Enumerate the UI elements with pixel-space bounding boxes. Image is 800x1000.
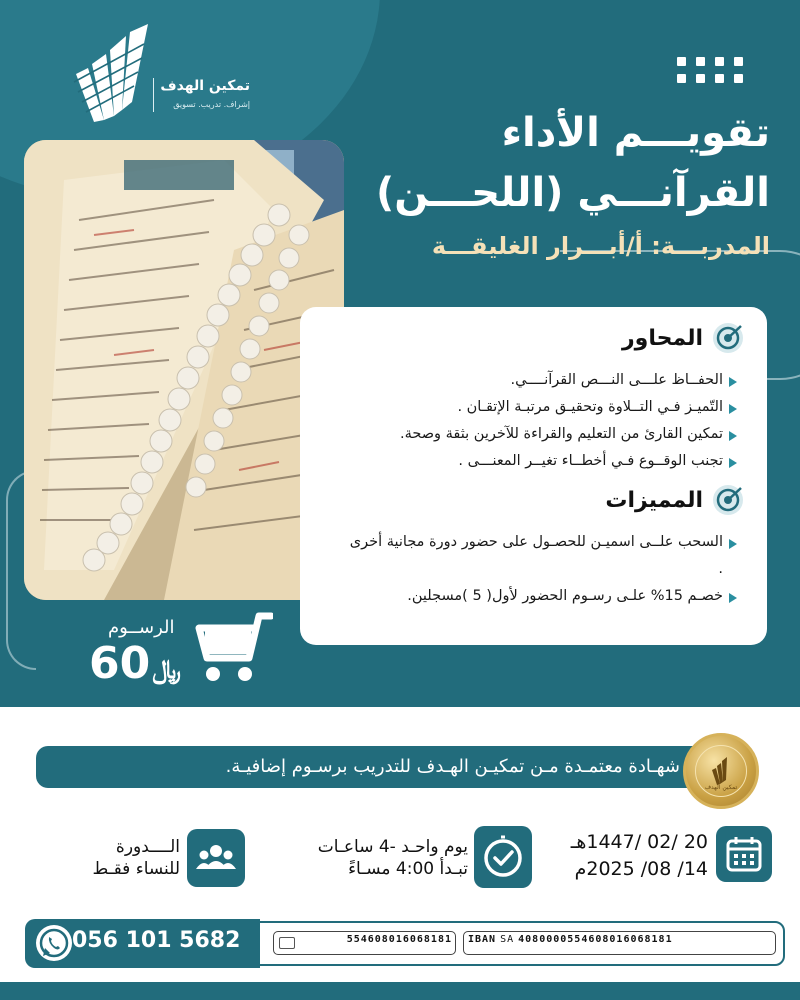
brand-tagline: إشراف. تدريب. تسويق xyxy=(173,100,250,109)
whatsapp-icon[interactable] xyxy=(36,925,72,961)
brand-name: تمكين الهدف xyxy=(160,78,250,94)
iban-number: 4080000554608016068181 xyxy=(518,934,673,945)
certificate-seal-icon xyxy=(683,733,759,809)
date-info xyxy=(520,829,708,883)
decor-dots xyxy=(677,57,743,83)
list-item: خصـم 15% علـى رسـوم الحضور لأول( 5 )مسجلين. xyxy=(343,583,737,610)
date-hijri: 20 /02 /1447هـ xyxy=(570,831,708,853)
date-gregorian: 14/ 08/ 2025م xyxy=(574,858,708,880)
seal-label: تمكين الهدف xyxy=(704,784,738,791)
footer-strip xyxy=(0,982,800,1000)
clock-check-icon xyxy=(482,834,524,878)
axes-header xyxy=(622,321,745,355)
audience-line2: للنساء فقـط xyxy=(92,859,180,879)
page-title-line1: تقويـــم الأداء xyxy=(501,110,770,156)
logo-mark-icon xyxy=(70,24,154,124)
features-title: المميزات xyxy=(605,487,703,513)
audience-line1: الــــدورة xyxy=(115,837,180,857)
time-info xyxy=(260,836,468,880)
target-icon xyxy=(711,321,745,355)
list-item: الحفــاظ علـــى النـــص القرآنــــي. xyxy=(400,367,737,394)
target-icon xyxy=(711,483,745,517)
group-icon-box xyxy=(187,829,245,887)
list-item: التّميـز فـي التــلاوة وتحقيـق مرتبـة الإتقـان . xyxy=(400,394,737,421)
trainer-name: المدربـــة: أ/أبـــرار الغليقـــة xyxy=(431,232,770,260)
brand-logo xyxy=(70,24,250,128)
quran-photo xyxy=(24,140,344,600)
calendar-icon-box xyxy=(716,826,772,882)
axes-list xyxy=(400,367,737,475)
bank-icon xyxy=(279,937,295,949)
page-title-line2: القرآنـــي (اللحـــن) xyxy=(375,170,770,216)
list-item: تجنب الوقــوع فـي أخطــاء تغيــر المعنـــى . xyxy=(400,448,737,475)
axes-title: المحاور xyxy=(621,325,703,351)
features-header xyxy=(605,483,745,517)
group-icon xyxy=(195,837,237,879)
certificate-text: شهـادة معتمـدة مـن تمكيـن الهـدف للتدريب برسـوم إضافيـة. xyxy=(225,756,680,777)
logo-divider xyxy=(153,78,154,112)
iban-country: SA xyxy=(500,934,515,945)
start-time-text: تبـدأ 4:00 مسـاءً xyxy=(348,859,468,879)
clock-icon-box xyxy=(474,826,532,888)
content-card xyxy=(300,307,767,645)
iban-label: IBAN xyxy=(468,934,497,945)
list-item: تمكين القارئ من التعليم والقراءة للآخرين بثقة وصحة. xyxy=(400,421,737,448)
phone-number[interactable]: 056 101 5682 xyxy=(72,928,241,953)
iban-field xyxy=(468,934,771,945)
calendar-icon xyxy=(724,834,764,874)
cart-icon xyxy=(193,610,273,686)
list-item: السحب علــى اسميـن للحصـول على حضور دورة مجانية أخرى . xyxy=(343,529,737,583)
fees-label: الرســوم xyxy=(108,617,175,638)
fees-amount: 60﷼ xyxy=(88,638,182,689)
account-number: 554608016068181 xyxy=(346,934,452,945)
audience-info xyxy=(20,836,180,880)
features-list xyxy=(343,529,737,610)
duration-text: يوم واحـد -4 ساعـات xyxy=(317,837,468,857)
